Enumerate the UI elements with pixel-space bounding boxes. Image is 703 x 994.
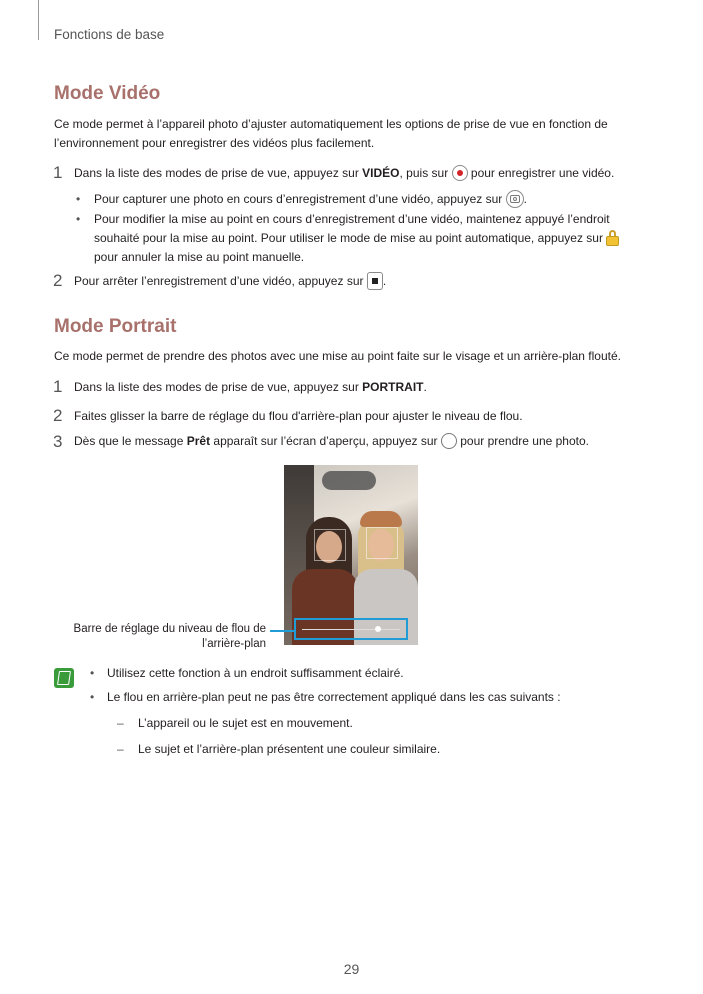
section-title-video: Mode Vidéo	[54, 83, 161, 104]
mode-name: VIDÉO	[362, 166, 400, 180]
note-pencil-icon	[54, 668, 74, 688]
bullet-marker: •	[90, 690, 95, 704]
page-corner-line	[38, 0, 39, 40]
message-name: Prêt	[186, 434, 211, 448]
portrait-step-1: Dans la liste des modes de prise de vue, appuyez sur PORTRAIT.	[74, 380, 427, 394]
face-detection-box	[314, 529, 346, 561]
section-title-portrait: Mode Portrait	[54, 316, 177, 337]
note-sub-item: Le sujet et l’arrière-plan présentent une couleur similaire.	[138, 742, 441, 756]
note-item: Le flou en arrière-plan peut ne pas être correctement appliqué dans les cas suivants :	[107, 690, 561, 704]
blur-slider-callout: Barre de réglage du niveau de flou de l’arrière-plan	[73, 623, 266, 650]
step-number: 1	[53, 377, 63, 396]
person-right-hat	[360, 511, 402, 527]
callout-line	[270, 630, 296, 632]
portrait-step-2: Faites glisser la barre de réglage du flou d'arrière-plan pour ajuster le niveau de flou.	[74, 409, 523, 423]
bullet-marker: •	[76, 192, 81, 206]
portrait-step-3: Dès que le message Prêt apparaît sur l’écran d’aperçu, appuyez sur pour prendre une photo.	[74, 434, 589, 448]
mode-name: PORTRAIT	[362, 380, 424, 394]
slider-track	[302, 629, 400, 630]
capture-icon	[506, 190, 524, 208]
face-detection-box	[366, 527, 398, 559]
stop-icon	[367, 272, 383, 290]
video-step-1: Dans la liste des modes de prise de vue, appuyez sur VIDÉO, puis sur pour enregistrer une vidéo.	[74, 166, 615, 180]
ready-status-pill	[322, 471, 376, 490]
video-bullet-2: Pour modifier la mise au point en cours d’enregistrement d’une vidéo, maintenez appuyé l’endroit souhaité pour la mise au point. Pour utiliser le mode de mise au point automatique, appuyez sur pour annuler la mise au point manuelle.	[94, 210, 644, 267]
shutter-icon	[441, 433, 457, 449]
step-number: 2	[53, 271, 63, 290]
video-bullet-1: Pour capturer une photo en cours d’enregistrement d’une vidéo, appuyez sur .	[94, 190, 644, 209]
note-sub-item: L’appareil ou le sujet est en mouvement.	[138, 716, 353, 730]
record-icon	[452, 165, 468, 181]
note-item: Utilisez cette fonction à un endroit suffisamment éclairé.	[107, 666, 404, 680]
step-number: 1	[53, 163, 63, 182]
running-head: Fonctions de base	[54, 27, 165, 42]
blur-level-slider[interactable]	[294, 618, 408, 640]
step-number: 3	[53, 432, 63, 451]
bullet-marker: •	[76, 212, 81, 226]
bullet-marker: •	[90, 666, 95, 680]
focus-lock-icon	[606, 230, 619, 246]
dash-marker: –	[117, 742, 124, 756]
video-step-2: Pour arrêter l’enregistrement d’une vidéo, appuyez sur .	[74, 272, 654, 291]
page-number: 29	[343, 961, 360, 977]
portrait-preview-illustration	[284, 465, 418, 645]
portrait-intro: Ce mode permet de prendre des photos avec une mise au point faite sur le visage et un arrière-plan flouté.	[54, 349, 621, 363]
video-intro: Ce mode permet à l’appareil photo d’ajuster automatiquement les options de prise de vue en fonction de l’environnement pour enregistrer des vidéos plus facilement.	[54, 117, 608, 150]
slider-knob[interactable]	[375, 626, 381, 632]
step-number: 2	[53, 406, 63, 425]
dash-marker: –	[117, 716, 124, 730]
